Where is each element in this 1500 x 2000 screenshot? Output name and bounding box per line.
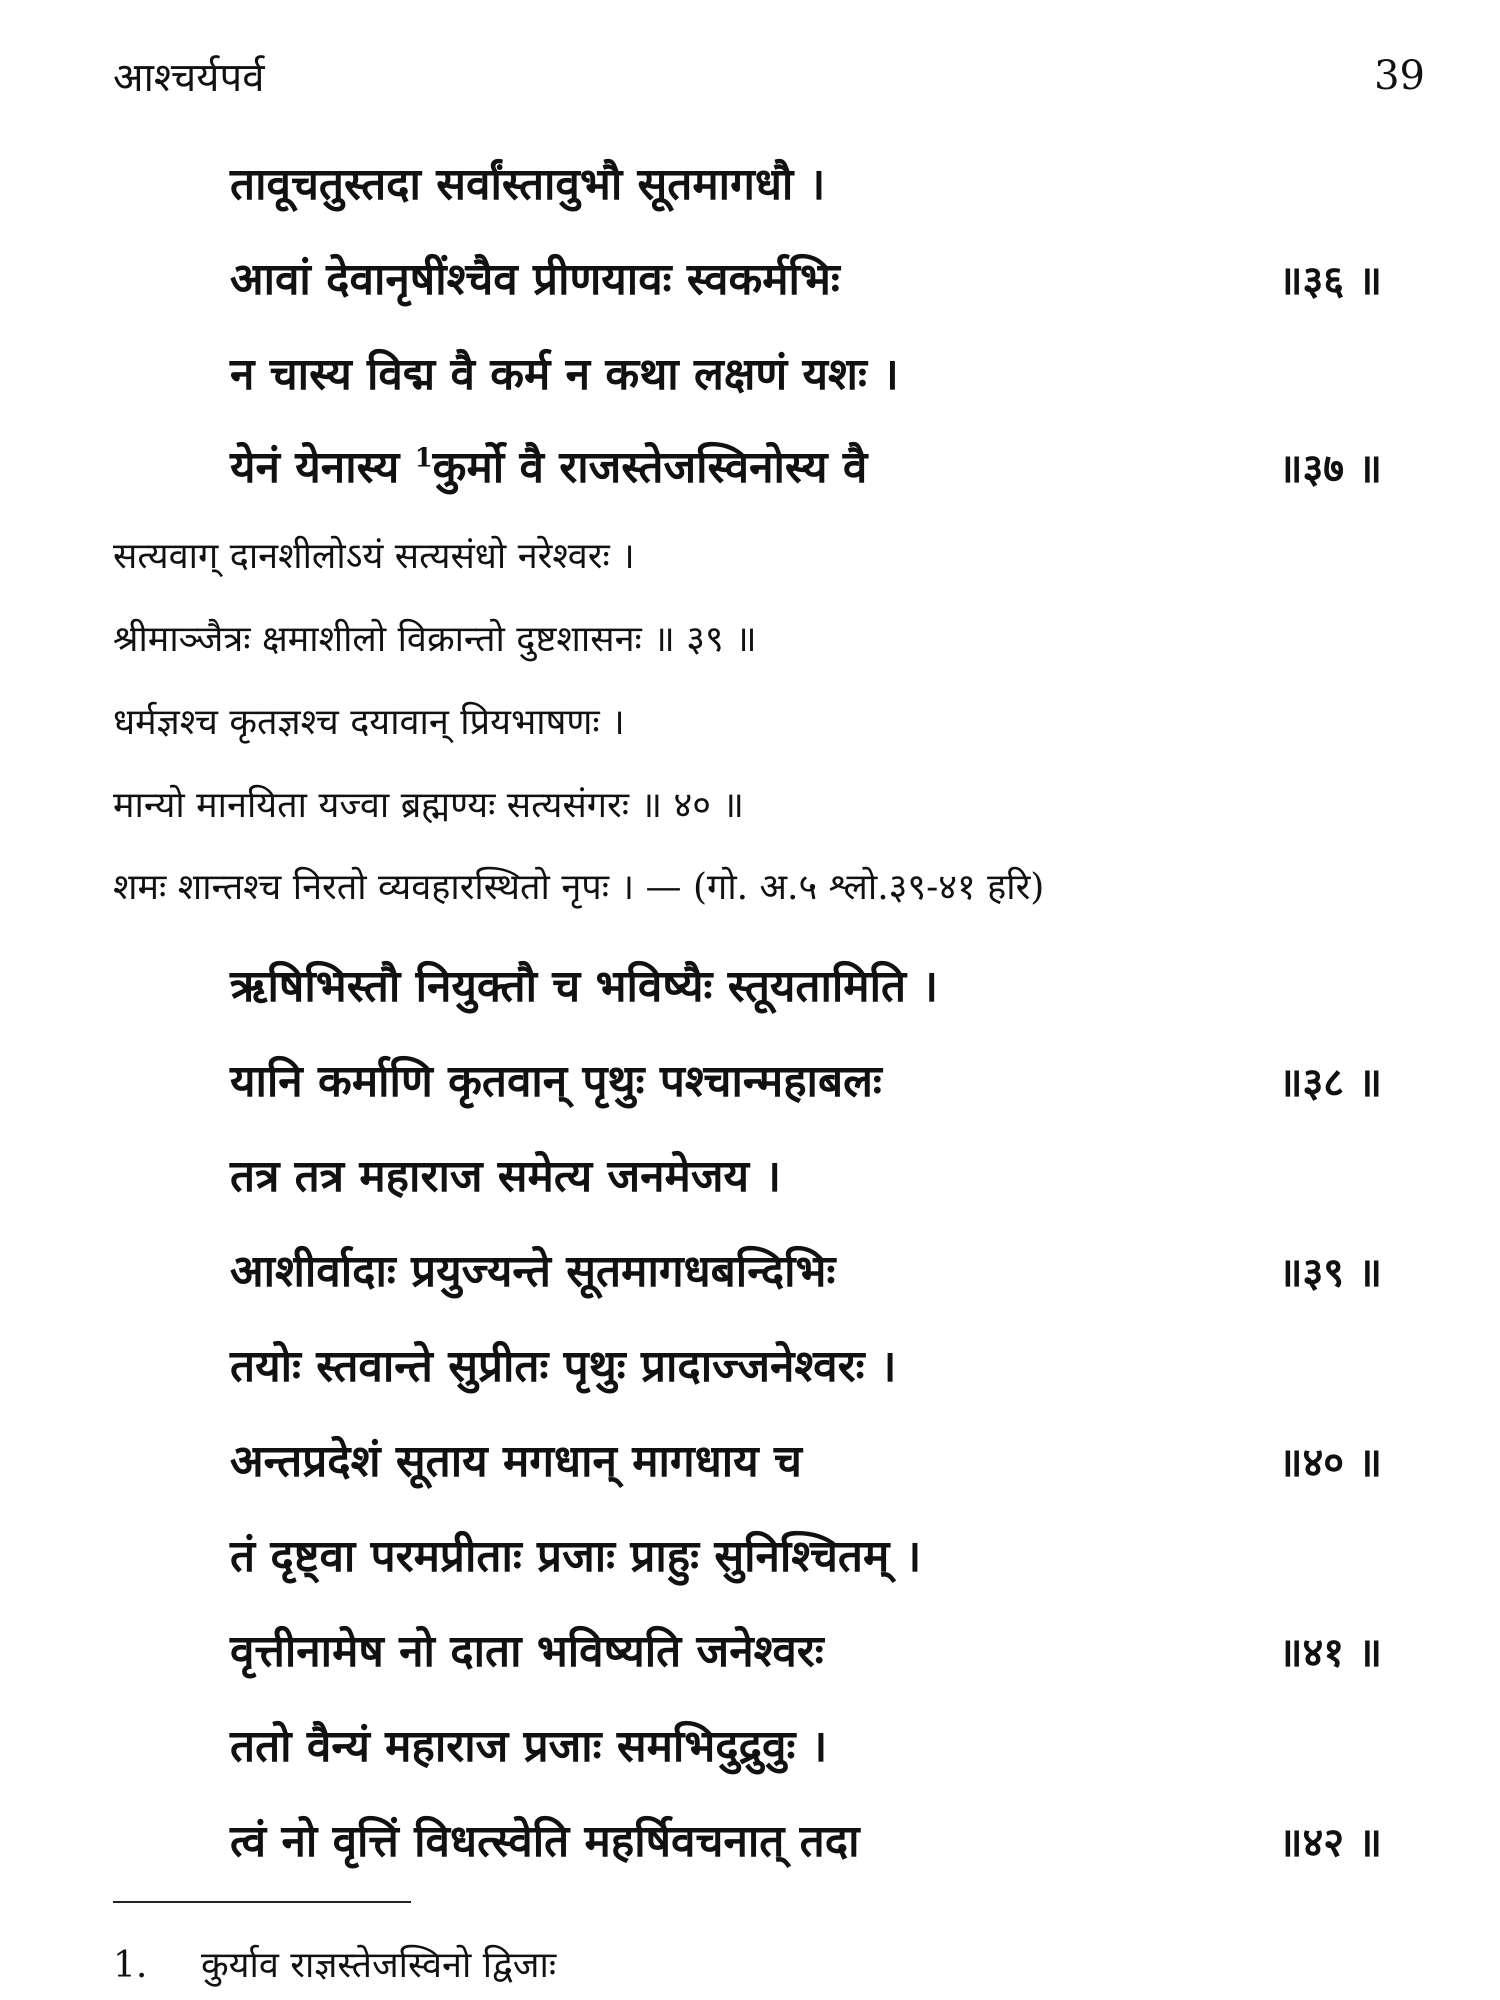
note-line: धर्मज्ञश्च कृतज्ञश्च दयावान् प्रियभाषणः । [113,702,625,743]
verse-line: वृत्तीनामेष नो दाता भविष्यति जनेश्वरः [230,1626,824,1677]
verse-line: ततो वैन्यं महाराज प्रजाः समभिदुद्रुवुः । [230,1721,828,1772]
running-title: आश्चर्यपर्व [113,55,265,101]
verse-line: यानि कर्माणि कृतवान् पृथुः पश्चान्महाबलः [230,1056,882,1107]
verse-line: तयोः स्तवान्ते सुप्रीतः पृथुः प्रादाज्जनेश्वरः । [230,1341,897,1392]
verse-number: ॥४० ॥ [1278,1439,1382,1486]
footnote-number: 1. [113,1945,148,1986]
verse-line: त्वं नो वृत्तिं विधत्स्वेति महर्षिवचनात् तदा [230,1816,860,1867]
note-line: मान्यो मानयिता यज्वा ब्रह्मण्यः सत्यसंगरः ॥ ४० ॥ [113,785,744,826]
note-line: श्रीमाञ्जैत्रः क्षमाशीलो विक्रान्तो दुष्टशासनः ॥ ३९ ॥ [113,619,757,660]
verse-text: कुर्मो वै राजस्तेजस्विनोस्य वै [432,442,868,493]
verse-line: तं दृष्ट्वा परमप्रीताः प्रजाः प्राहुः सुनिश्चितम् । [230,1531,922,1582]
verse-number: ॥३६ ॥ [1278,257,1382,304]
footnote-divider [113,1901,411,1903]
verse-line: न चास्य विद्म वै कर्म न कथा लक्षणं यशः । [230,349,899,400]
verse-number: ॥३९ ॥ [1278,1249,1382,1296]
verse-line: तत्र तत्र महाराज समेत्य जनमेजय । [230,1151,781,1202]
footnote-text: कुर्याव राज्ञस्तेजस्विनो द्विजाः [201,1945,557,1986]
note-line-reference: शमः शान्तश्च निरतो व्यवहारस्थितो नृपः । — (गो. अ.५ श्लो.३९-४१ हरि) [113,867,1045,908]
verse-line: ऋषिभिस्तौ नियुक्तौ च भविष्यैः स्तूयतामिति । [230,961,939,1012]
verse-number: ॥३८ ॥ [1278,1059,1382,1106]
verse-line: अन्तप्रदेशं सूताय मगधान् मागधाय च [230,1436,802,1487]
footnote-marker: 1 [414,443,433,474]
verse-text: येनं येनास्य [230,442,415,493]
footnote [113,1944,556,1987]
note-line: सत्यवाग् दानशीलोऽयं सत्यसंधो नरेश्वरः । [113,536,635,577]
verse-line: तावूचतुस्तदा सर्वांस्तावुभौ सूतमागधौ । [230,159,826,210]
verse-number: ॥४१ ॥ [1278,1629,1382,1676]
verse-number: ॥३७ ॥ [1278,445,1382,492]
verse-line: आवां देवानृषींश्चैव प्रीणयावः स्वकर्मभिः [230,254,840,305]
page-number: 39 [1374,53,1425,99]
verse-number: ॥४२ ॥ [1278,1819,1382,1866]
verse-line: आशीर्वादाः प्रयुज्यन्ते सूतमागधबन्दिभिः [230,1246,836,1297]
verse-line-with-footnote [230,443,867,494]
